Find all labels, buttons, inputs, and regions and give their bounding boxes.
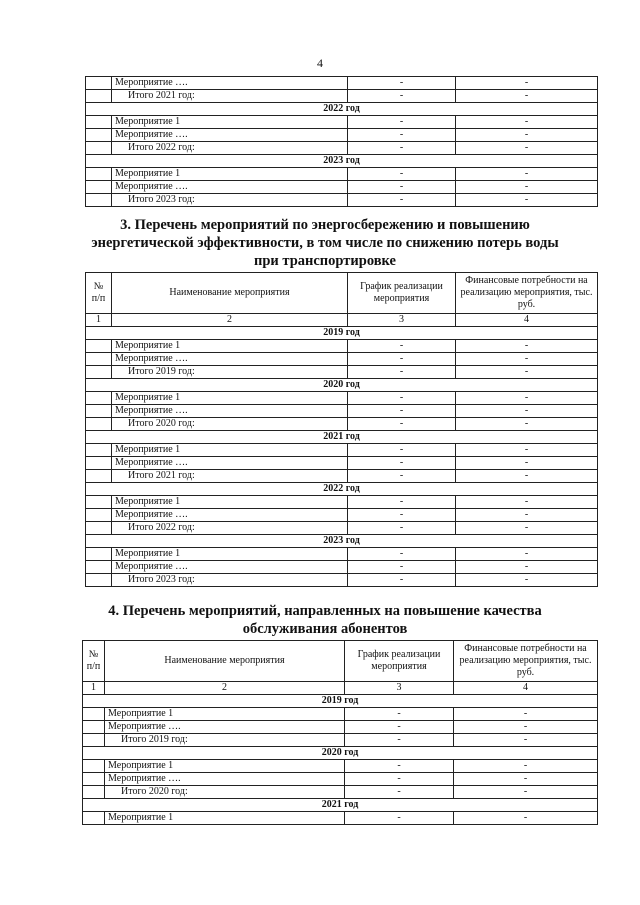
finance-cell: -: [456, 561, 598, 574]
finance-cell: -: [454, 734, 598, 747]
finance-cell: -: [456, 418, 598, 431]
measure-row: [86, 561, 598, 574]
year-row: [86, 155, 598, 168]
schedule-cell: -: [348, 574, 456, 587]
finance-cell: -: [456, 168, 598, 181]
finance-cell: -: [456, 90, 598, 103]
finance-cell: -: [456, 77, 598, 90]
measure-row: [86, 392, 598, 405]
col-header-num: № п/п: [83, 641, 105, 682]
finance-cell: -: [454, 708, 598, 721]
finance-cell: -: [456, 181, 598, 194]
section-3-heading: [55, 216, 595, 270]
row-number-cell: [83, 773, 105, 786]
total-label: Итого 2021 год:: [112, 90, 348, 103]
schedule-cell: -: [348, 353, 456, 366]
measure-row: [86, 129, 598, 142]
finance-cell: -: [456, 142, 598, 155]
year-label: 2021 год: [83, 799, 598, 812]
year-row: [86, 103, 598, 116]
schedule-cell: -: [348, 116, 456, 129]
measure-name: Мероприятие 1: [105, 708, 345, 721]
page-number: 4: [317, 56, 323, 70]
year-label: 2019 год: [86, 327, 598, 340]
finance-cell: -: [456, 444, 598, 457]
total-label: Итого 2022 год:: [112, 522, 348, 535]
schedule-cell: -: [348, 418, 456, 431]
finance-cell: -: [456, 129, 598, 142]
row-number-cell: [86, 405, 112, 418]
finance-cell: -: [456, 194, 598, 207]
schedule-cell: -: [348, 392, 456, 405]
measure-name: Мероприятие 1: [112, 168, 348, 181]
measure-name: Мероприятие 1: [105, 760, 345, 773]
schedule-cell: -: [348, 129, 456, 142]
col-header-name: Наименование мероприятия: [112, 273, 348, 314]
row-number-cell: [83, 760, 105, 773]
section-4-heading-line-1: 4. Перечень мероприятий, направленных на повышение качества: [108, 603, 542, 619]
schedule-cell: -: [348, 405, 456, 418]
measure-row: [86, 496, 598, 509]
row-number-cell: [86, 418, 112, 431]
measure-row: [86, 168, 598, 181]
total-label: Итого 2023 год:: [112, 574, 348, 587]
continuation-table: [85, 76, 598, 207]
row-number-cell: [86, 574, 112, 587]
finance-cell: -: [456, 116, 598, 129]
year-row: [83, 695, 598, 708]
col-number-1: 1: [86, 314, 112, 327]
finance-cell: -: [456, 392, 598, 405]
schedule-cell: -: [348, 194, 456, 207]
row-number-cell: [86, 392, 112, 405]
row-number-cell: [83, 734, 105, 747]
total-row: [86, 418, 598, 431]
year-row: [86, 379, 598, 392]
row-number-cell: [86, 142, 112, 155]
measure-row: [83, 773, 598, 786]
year-row: [86, 327, 598, 340]
finance-cell: -: [454, 812, 598, 825]
measure-row: [86, 340, 598, 353]
row-number-cell: [86, 77, 112, 90]
finance-cell: -: [454, 721, 598, 734]
year-label: 2022 год: [86, 103, 598, 116]
total-row: [83, 734, 598, 747]
finance-cell: -: [454, 786, 598, 799]
measure-row: [86, 548, 598, 561]
measure-row: [86, 444, 598, 457]
row-number-cell: [86, 561, 112, 574]
total-row: [86, 574, 598, 587]
row-number-cell: [86, 181, 112, 194]
col-number-1: 1: [83, 682, 105, 695]
finance-cell: -: [456, 340, 598, 353]
row-number-cell: [86, 496, 112, 509]
schedule-cell: -: [348, 366, 456, 379]
row-number-cell: [86, 444, 112, 457]
measure-row: [86, 457, 598, 470]
row-number-cell: [86, 522, 112, 535]
schedule-cell: -: [345, 812, 454, 825]
schedule-cell: -: [345, 708, 454, 721]
year-label: 2023 год: [86, 535, 598, 548]
schedule-cell: -: [348, 561, 456, 574]
schedule-cell: -: [345, 773, 454, 786]
schedule-cell: -: [348, 77, 456, 90]
total-label: Итого 2023 год:: [112, 194, 348, 207]
finance-cell: -: [454, 760, 598, 773]
finance-cell: -: [456, 470, 598, 483]
measure-name: Мероприятие ….: [112, 181, 348, 194]
measure-name: Мероприятие 1: [112, 340, 348, 353]
schedule-cell: -: [348, 509, 456, 522]
measure-name: Мероприятие 1: [112, 496, 348, 509]
measure-row: [86, 116, 598, 129]
col-header-schedule: График реализации мероприятия: [345, 641, 454, 682]
service-quality-table: [82, 640, 598, 825]
finance-cell: -: [456, 496, 598, 509]
row-number-cell: [86, 116, 112, 129]
measure-name: Мероприятие ….: [112, 77, 348, 90]
schedule-cell: -: [348, 168, 456, 181]
year-row: [83, 747, 598, 760]
row-number-cell: [86, 90, 112, 103]
row-number-cell: [86, 548, 112, 561]
finance-cell: -: [456, 522, 598, 535]
schedule-cell: -: [348, 496, 456, 509]
schedule-cell: -: [345, 734, 454, 747]
row-number-cell: [83, 812, 105, 825]
energy-measures-table: [85, 272, 598, 587]
finance-cell: -: [454, 773, 598, 786]
row-number-cell: [86, 509, 112, 522]
finance-cell: -: [456, 366, 598, 379]
schedule-cell: -: [348, 522, 456, 535]
finance-cell: -: [456, 457, 598, 470]
finance-cell: -: [456, 509, 598, 522]
year-label: 2019 год: [83, 695, 598, 708]
row-number-cell: [86, 168, 112, 181]
measure-row: [83, 721, 598, 734]
row-number-cell: [86, 457, 112, 470]
total-row: [86, 90, 598, 103]
finance-cell: -: [456, 405, 598, 418]
year-row: [86, 431, 598, 444]
year-row: [83, 799, 598, 812]
total-label: Итого 2020 год:: [112, 418, 348, 431]
section-4-heading: [55, 602, 595, 638]
schedule-cell: -: [348, 457, 456, 470]
schedule-cell: -: [348, 340, 456, 353]
col-header-schedule: График реализации мероприятия: [348, 273, 456, 314]
measure-name: Мероприятие 1: [105, 812, 345, 825]
year-row: [86, 535, 598, 548]
schedule-cell: -: [348, 181, 456, 194]
col-header-finance: Финансовые потребности на реализацию мероприятия, тыс. руб.: [456, 273, 598, 314]
measure-name: Мероприятие ….: [112, 405, 348, 418]
measure-name: Мероприятие 1: [112, 392, 348, 405]
row-number-cell: [83, 786, 105, 799]
row-number-cell: [86, 129, 112, 142]
measure-name: Мероприятие 1: [112, 548, 348, 561]
total-row: [86, 522, 598, 535]
measure-name: Мероприятие ….: [105, 773, 345, 786]
total-row: [86, 194, 598, 207]
col-number-2: 2: [105, 682, 345, 695]
year-label: 2020 год: [83, 747, 598, 760]
total-row: [86, 142, 598, 155]
total-row: [86, 470, 598, 483]
col-number-3: 3: [345, 682, 454, 695]
measure-name: Мероприятие ….: [112, 561, 348, 574]
schedule-cell: -: [348, 548, 456, 561]
measure-name: Мероприятие ….: [112, 457, 348, 470]
section-3-heading-line-3: при транспортировке: [254, 253, 396, 269]
schedule-cell: -: [345, 786, 454, 799]
measure-name: Мероприятие 1: [112, 444, 348, 457]
measure-row: [83, 812, 598, 825]
section-3-heading-line-1: 3. Перечень мероприятий по энергосбережению и повышению: [120, 217, 530, 233]
col-number-4: 4: [454, 682, 598, 695]
finance-cell: -: [456, 353, 598, 366]
col-number-2: 2: [112, 314, 348, 327]
col-number-3: 3: [348, 314, 456, 327]
measure-row: [86, 405, 598, 418]
schedule-cell: -: [348, 142, 456, 155]
measure-name: Мероприятие ….: [112, 353, 348, 366]
total-row: [83, 786, 598, 799]
measure-row: [86, 509, 598, 522]
year-label: 2021 год: [86, 431, 598, 444]
row-number-cell: [86, 366, 112, 379]
measure-row: [86, 353, 598, 366]
schedule-cell: -: [348, 470, 456, 483]
row-number-cell: [83, 708, 105, 721]
measure-row: [86, 77, 598, 90]
schedule-cell: -: [348, 444, 456, 457]
schedule-cell: -: [345, 760, 454, 773]
total-label: Итого 2019 год:: [105, 734, 345, 747]
row-number-cell: [86, 470, 112, 483]
row-number-cell: [83, 721, 105, 734]
finance-cell: -: [456, 548, 598, 561]
section-3-heading-line-2: энергетической эффективности, в том числе по снижению потерь воды: [91, 235, 559, 251]
schedule-cell: -: [348, 90, 456, 103]
year-label: 2022 год: [86, 483, 598, 496]
col-header-finance: Финансовые потребности на реализацию мероприятия, тыс. руб.: [454, 641, 598, 682]
total-label: Итого 2021 год:: [112, 470, 348, 483]
row-number-cell: [86, 340, 112, 353]
year-row: [86, 483, 598, 496]
measure-name: Мероприятие 1: [112, 116, 348, 129]
row-number-cell: [86, 353, 112, 366]
finance-cell: -: [456, 574, 598, 587]
total-label: Итого 2022 год:: [112, 142, 348, 155]
measure-name: Мероприятие ….: [112, 129, 348, 142]
measure-row: [83, 760, 598, 773]
section-4-heading-line-2: обслуживания абонентов: [242, 621, 408, 637]
year-label: 2020 год: [86, 379, 598, 392]
schedule-cell: -: [345, 721, 454, 734]
total-label: Итого 2019 год:: [112, 366, 348, 379]
measure-name: Мероприятие ….: [112, 509, 348, 522]
year-label: 2023 год: [86, 155, 598, 168]
measure-name: Мероприятие ….: [105, 721, 345, 734]
measure-row: [83, 708, 598, 721]
row-number-cell: [86, 194, 112, 207]
col-number-4: 4: [456, 314, 598, 327]
total-label: Итого 2020 год:: [105, 786, 345, 799]
measure-row: [86, 181, 598, 194]
col-header-name: Наименование мероприятия: [105, 641, 345, 682]
total-row: [86, 366, 598, 379]
col-header-num: № п/п: [86, 273, 112, 314]
